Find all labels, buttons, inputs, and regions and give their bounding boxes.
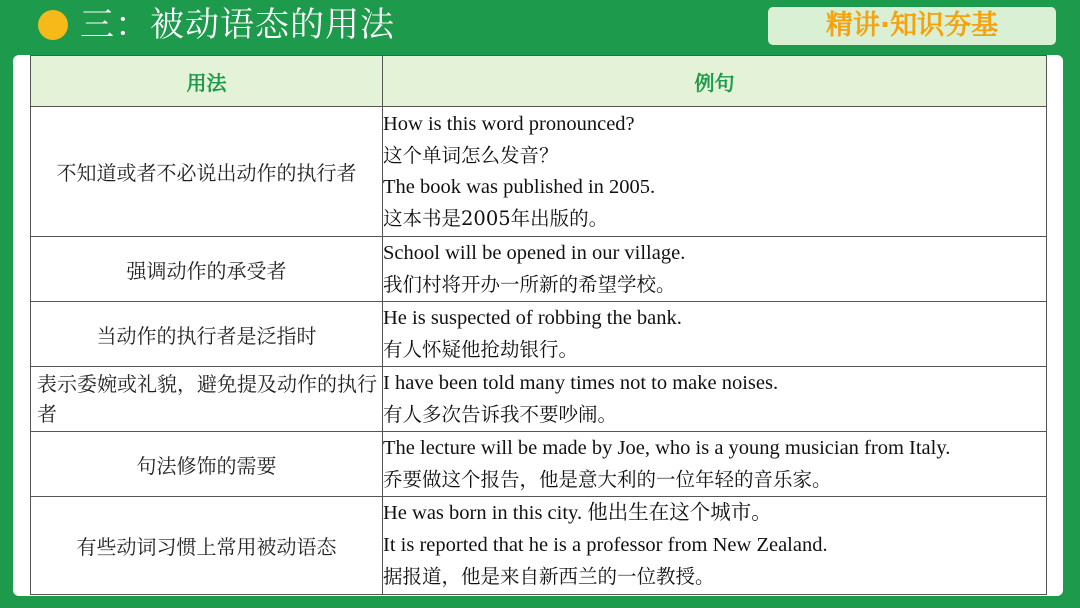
usage-cell: 当动作的执行者是泛指时 <box>31 302 383 367</box>
table-row <box>31 432 1047 497</box>
header-example: 例句 <box>383 56 1047 107</box>
section-badge: 精讲·知识夯基 <box>768 7 1056 45</box>
example-cell <box>383 367 1047 432</box>
example-translation: 这本书是2005年出版的。 <box>383 207 609 230</box>
table-row <box>31 237 1047 302</box>
bullet-dot-icon <box>38 10 68 40</box>
example-sentence: The book was published in 2005. <box>383 175 656 198</box>
example-sentence: The lecture will be made by Joe, who is a young musician from Italy. <box>383 436 951 459</box>
example-cell <box>383 107 1047 237</box>
table-row <box>31 497 1047 595</box>
example-translation: 我们村将开办一所新的希望学校。 <box>383 273 676 296</box>
table-header-row <box>31 56 1047 107</box>
example-translation: 有人怀疑他抢劫银行。 <box>383 338 579 361</box>
content-panel <box>13 55 1063 596</box>
example-sentence: School will be opened in our village. <box>383 241 686 264</box>
example-cell <box>383 432 1047 497</box>
usage-cell: 表示委婉或礼貌，避免提及动作的执行者 <box>31 367 383 432</box>
example-translation: 据报道，他是来自新西兰的一位教授。 <box>383 565 715 589</box>
example-cell <box>383 497 1047 595</box>
example-cell <box>383 302 1047 367</box>
example-sentence: He was born in this city. 他出生在这个城市。 <box>383 502 772 525</box>
table-row <box>31 107 1047 237</box>
table-row <box>31 367 1047 432</box>
example-sentence: How is this word pronounced? <box>383 112 635 135</box>
table-row <box>31 302 1047 367</box>
page-title: 三：被动语态的用法 <box>80 5 395 45</box>
usage-cell: 不知道或者不必说出动作的执行者 <box>31 107 383 237</box>
example-sentence: He is suspected of robbing the bank. <box>383 306 682 329</box>
usage-cell: 句法修饰的需要 <box>31 432 383 497</box>
example-translation: 乔要做这个报告，他是意大利的一位年轻的音乐家。 <box>383 468 832 491</box>
usage-cell: 强调动作的承受者 <box>31 237 383 302</box>
usage-cell: 有些动词习惯上常用被动语态 <box>31 497 383 595</box>
example-translation: 这个单词怎么发音？ <box>383 144 559 167</box>
example-cell <box>383 237 1047 302</box>
example-sentence: It is reported that he is a professor from New Zealand. <box>383 533 828 556</box>
example-sentence: I have been told many times not to make noises. <box>383 371 779 394</box>
header-usage: 用法 <box>31 56 383 107</box>
usage-table <box>30 55 1047 595</box>
example-translation: 有人多次告诉我不要吵闹。 <box>383 403 618 426</box>
